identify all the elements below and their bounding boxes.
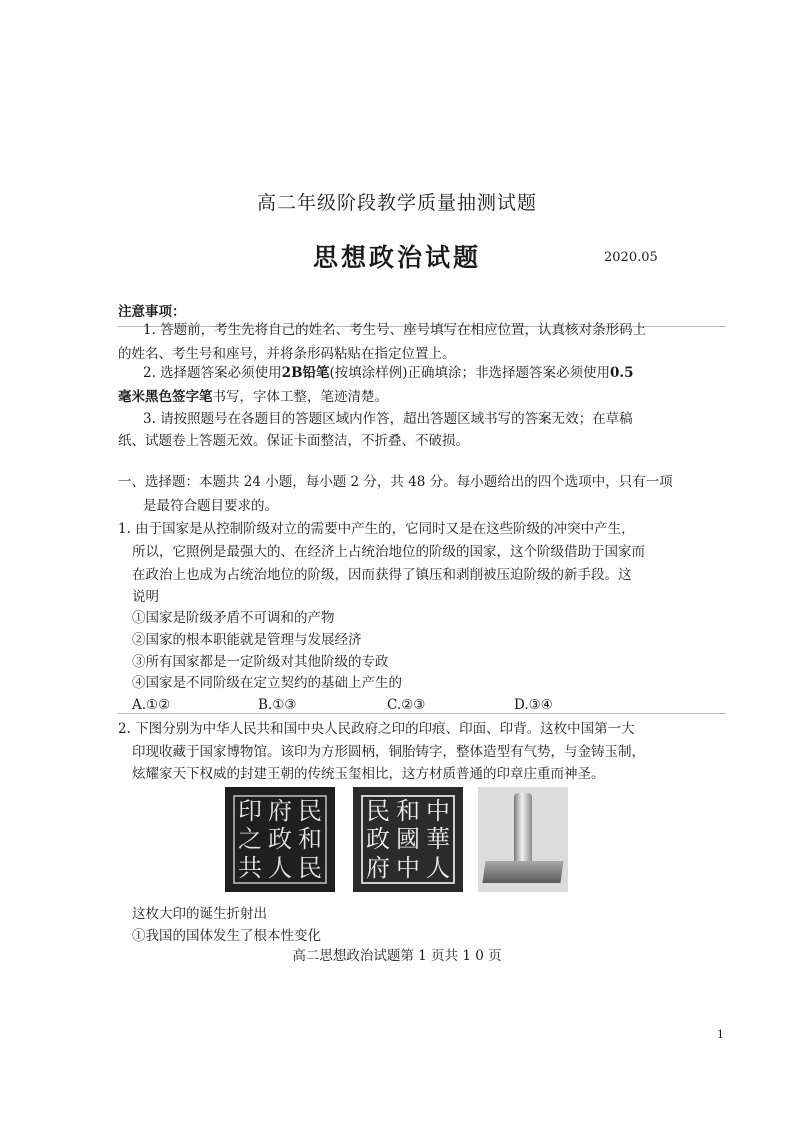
seal-char: 中 (396, 853, 420, 882)
seal-char: 中 (426, 797, 450, 826)
seal-base (482, 861, 563, 883)
question-1-line-4: 说明 (132, 589, 159, 605)
seal-char: 府 (366, 853, 390, 882)
seal-char: 民 (298, 797, 322, 826)
notice-item-2-pen: 毫米黑色签字笔 (118, 389, 213, 405)
seal-char: 和 (298, 825, 322, 854)
seal-char: 人 (268, 853, 292, 882)
seal-char: 共 (238, 853, 262, 882)
seal-face-image (353, 787, 463, 892)
question-2-statement-1: ①我国的国体发生了根本性变化 (132, 928, 321, 944)
question-1-option-c: C.②③ (387, 697, 426, 713)
section-1-heading: 一、选择题：本题共 24 小题，每小题 2 分，共 48 分。每小题给出的四个选项中，只有一项 (118, 474, 673, 490)
notice-item-2-line-2 (118, 388, 388, 406)
seal-char: 政 (268, 825, 292, 854)
question-1-option-b: B.①③ (258, 697, 297, 713)
notice-item-2-text-a: 2. 选择题答案必须使用 (143, 365, 282, 381)
notice-item-3-line-1: 3. 请按照题号在各题目的答题区域内作答，超出答题区域书写的答案无效；在草稿 (143, 411, 633, 427)
question-2-line-1: 2. 下图分别为中华人民共和国中央人民政府之印的印痕、印面、印背。这枚中国第一大 (118, 721, 635, 737)
notice-item-1-line-2: 的姓名、考生号和座号，并将条形码粘贴在指定位置上。 (118, 346, 456, 362)
seal-char: 華 (426, 825, 450, 854)
section-1-heading-cont: 是最符合题目要求的。 (143, 498, 278, 514)
notice-item-2-mm: 0.5 (610, 365, 634, 381)
seal-char: 之 (238, 825, 262, 854)
question-1-line-3: 在政治上也成为占统治地位的阶级，因而获得了镇压和剥削被压迫阶级的新手段。这 (132, 567, 632, 583)
question-1-statement-4: ④国家是不同阶级在定立契约的基础上产生的 (132, 675, 402, 691)
notice-item-2-pencil: 2B铅笔 (281, 365, 330, 381)
exam-title: 高二年级阶段教学质量抽测试题 (256, 192, 537, 214)
seal-back-image (478, 787, 568, 892)
question-2-line-2: 印现收藏于国家博物馆。该印为方形圆柄，铜胎铸字，整体造型有气势，与金铸玉制， (132, 744, 645, 760)
question-1-option-a: A.①② (132, 697, 171, 713)
notice-item-1-line-1: 1. 答题前，考生先将自己的姓名、考生号、座号填写在相应位置，认真核对条形码上 (143, 322, 647, 338)
seal-impression-grid (233, 795, 327, 884)
page-number: 1 (717, 1028, 724, 1041)
exam-date: 2020.05 (604, 250, 658, 265)
seal-char: 府 (268, 797, 292, 826)
notice-item-3-line-2: 纸、试题卷上答题无效。保证卡面整洁，不折叠、不破损。 (118, 433, 469, 449)
seal-handle (514, 793, 532, 865)
question-1-statement-3: ③所有国家都是一定阶级对其他阶级的专政 (132, 654, 389, 670)
seal-char: 民 (366, 797, 390, 826)
seal-char: 國 (396, 825, 420, 854)
seal-face-grid (361, 795, 455, 884)
question-2-line-3: 炫耀家天下权威的封建王朝的传统玉玺相比，这方材质普通的印章庄重而神圣。 (132, 766, 605, 782)
notice-item-2-text-c: 书写，字体工整，笔迹清楚。 (212, 389, 388, 405)
question-1-line-1: 1. 由于国家是从控制阶级对立的需要中产生的，它同时又是在这些阶级的冲突中产生， (118, 521, 635, 537)
question-2-lead: 这枚大印的诞生折射出 (132, 906, 267, 922)
seal-char: 人 (426, 853, 450, 882)
question-1-option-d: D.③④ (514, 697, 553, 713)
page-footer: 高二思想政治试题第 1 页共 1 0 页 (292, 948, 502, 964)
question-1-line-2: 所以，它照例是最强大的、在经济上占统治地位的阶级的国家，这个阶级借助于国家而 (132, 544, 645, 560)
seal-char: 和 (396, 797, 420, 826)
divider-line (118, 713, 726, 714)
question-1-statement-1: ①国家是阶级矛盾不可调和的产物 (132, 610, 335, 626)
seal-impression-image (225, 787, 335, 892)
notice-item-2-line-1 (143, 364, 634, 382)
notice-item-2-text-b: (按填涂样例)正确填涂；非选择题答案必须使用 (329, 365, 611, 381)
seal-char: 民 (298, 853, 322, 882)
seal-char: 印 (238, 797, 262, 826)
notice-heading: 注意事项： (118, 304, 186, 320)
subject-title: 思想政治试题 (312, 243, 481, 272)
question-1-statement-2: ②国家的根本职能就是管理与发展经济 (132, 632, 362, 648)
seal-char: 政 (366, 825, 390, 854)
